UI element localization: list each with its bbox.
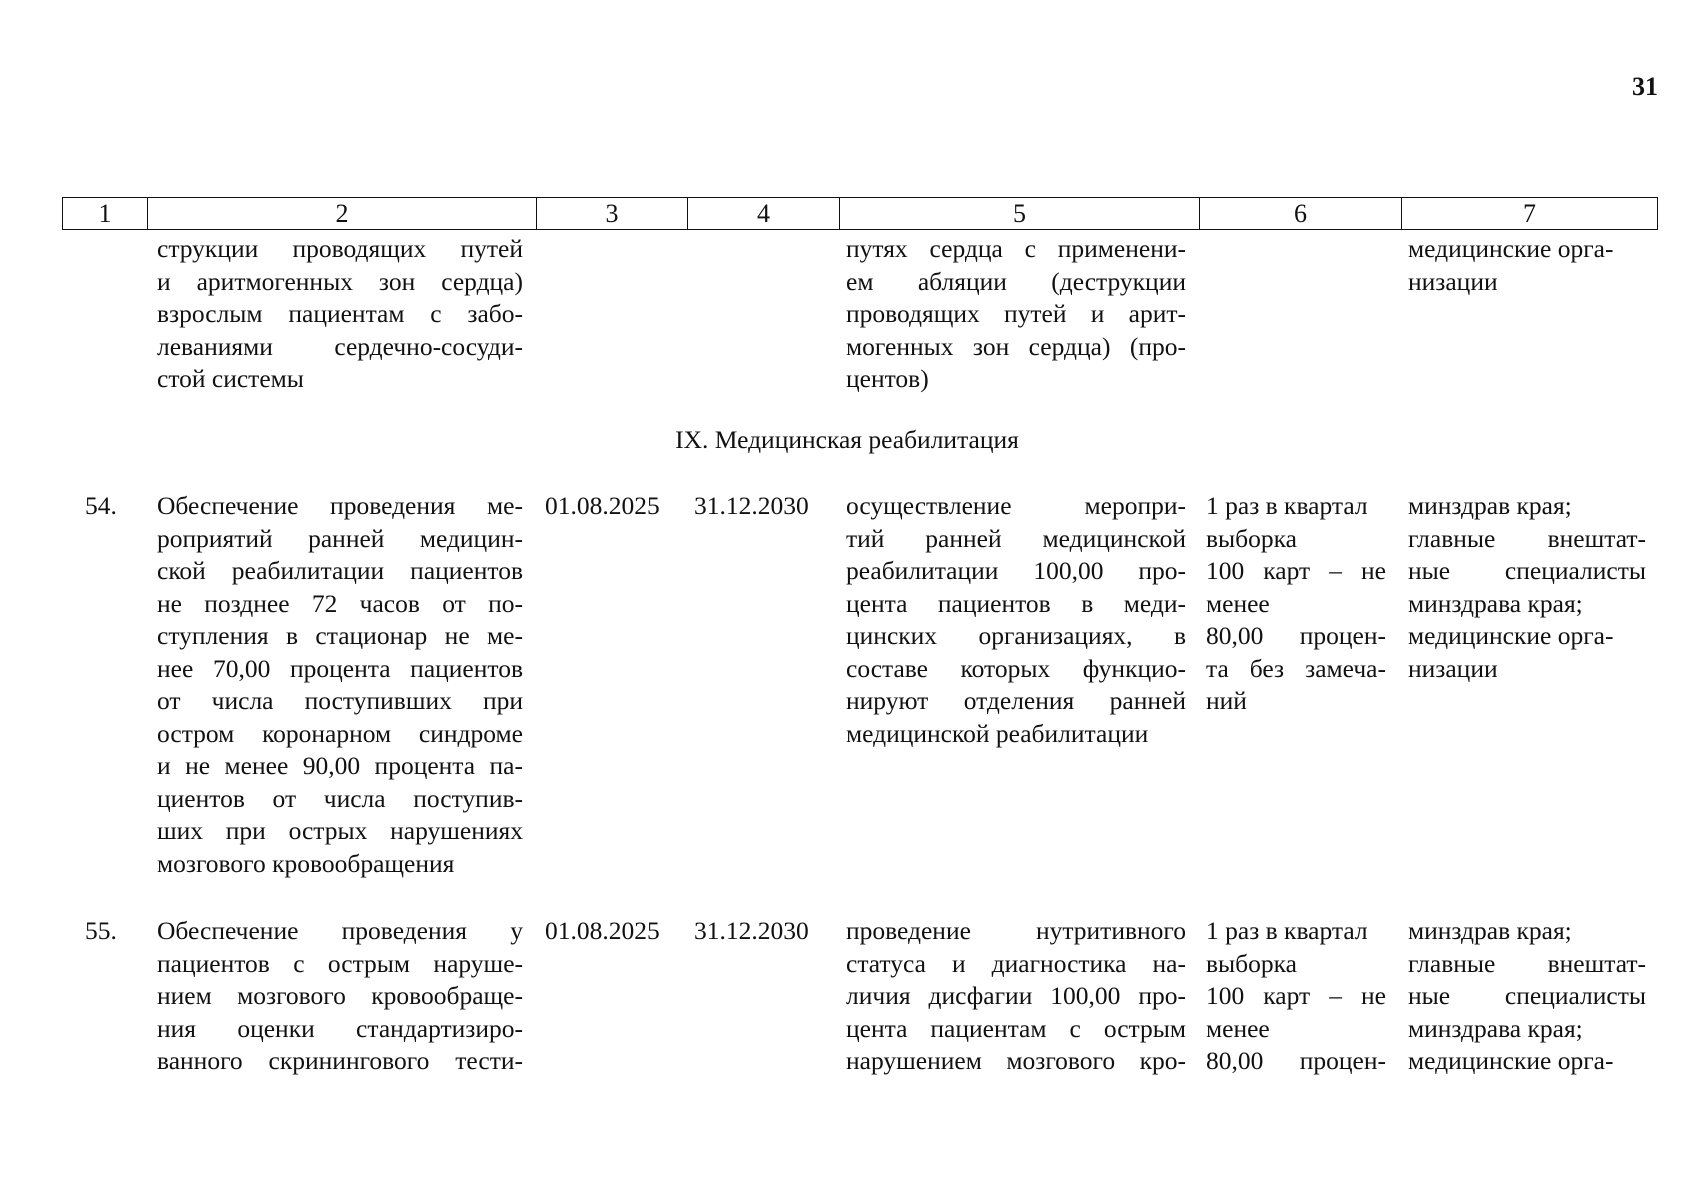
text-line: низации xyxy=(1408,653,1498,683)
row-55-frequency xyxy=(1206,915,1386,1078)
column-header-2: 2 xyxy=(148,198,537,230)
text-line: минздрава края; xyxy=(1408,588,1583,618)
text-line: центов) xyxy=(846,364,929,393)
text-line: минздрав края; xyxy=(1408,916,1572,945)
continuation-col2 xyxy=(157,233,523,396)
text-line: ших при острых нарушениях xyxy=(157,816,523,845)
text-line: 1 раз в квартал xyxy=(1206,916,1368,945)
text-line: низации xyxy=(1408,266,1498,296)
row-55-number: 55. xyxy=(85,916,117,945)
text-line: проводящих путей и арит- xyxy=(846,299,1186,328)
row-55-start-date: 01.08.2025 xyxy=(545,916,660,945)
section-title: IX. Медицинская реабилитация xyxy=(675,425,1019,454)
text-line: ные специалисты xyxy=(1408,981,1646,1010)
row-54-description xyxy=(157,490,523,880)
text-line: и не менее 90,00 процента па- xyxy=(157,751,523,780)
text-line: нируют отделения ранней xyxy=(846,686,1186,715)
text-line: взрослым пациентам с забо- xyxy=(157,299,523,328)
text-line: личия дисфагии 100,00 про- xyxy=(846,981,1186,1010)
text-line: ния оценки стандартизиро- xyxy=(157,1013,523,1043)
column-header-5: 5 xyxy=(840,198,1200,230)
column-header-row xyxy=(63,198,1658,230)
row-54-number: 54. xyxy=(85,491,117,520)
continuation-col7 xyxy=(1408,233,1646,298)
row-54-end-date: 31.12.2030 xyxy=(694,491,809,520)
text-line: составе которых функцио- xyxy=(846,653,1186,683)
text-line: нее 70,00 процента пациентов xyxy=(157,653,523,683)
text-line: цинских организациях, в xyxy=(846,621,1186,650)
text-line: тий ранней медицинской xyxy=(846,523,1186,553)
text-line: цента пациентам с острым xyxy=(846,1013,1186,1043)
row-54-frequency xyxy=(1206,490,1386,718)
text-line: главные внештат- xyxy=(1408,948,1646,978)
column-header-6: 6 xyxy=(1200,198,1402,230)
text-line: главные внештат- xyxy=(1408,523,1646,553)
text-line: Обеспечение проведения ме- xyxy=(157,491,523,520)
row-55-end-date: 31.12.2030 xyxy=(694,916,809,945)
text-line: 100 карт – не xyxy=(1206,556,1386,585)
text-line: медицинской реабилитации xyxy=(846,718,1149,748)
text-line: ской реабилитации пациентов xyxy=(157,556,523,585)
text-line: роприятий ранней медицин- xyxy=(157,523,523,553)
text-line: медицинские орга- xyxy=(1408,621,1614,650)
text-line: медицинские орга- xyxy=(1408,1046,1614,1075)
text-line: остром коронарном синдроме xyxy=(157,718,523,748)
text-line: пациентов с острым наруше- xyxy=(157,948,523,978)
text-line: могенных зон сердца) (про- xyxy=(846,331,1186,361)
text-line: 80,00 процен- xyxy=(1206,621,1386,650)
text-line: нарушением мозгового кро- xyxy=(846,1046,1186,1075)
row-54-indicator xyxy=(846,490,1186,750)
text-line: выборка xyxy=(1206,948,1297,978)
text-line: та без замеча- xyxy=(1206,653,1386,683)
row-55-description xyxy=(157,915,523,1078)
column-header-4: 4 xyxy=(688,198,840,230)
column-header-7: 7 xyxy=(1402,198,1658,230)
text-line: реабилитации 100,00 про- xyxy=(846,556,1186,585)
text-line: выборка xyxy=(1206,523,1297,553)
page-number: 31 xyxy=(1632,72,1658,101)
text-line: менее xyxy=(1206,588,1270,618)
text-line: путях сердца с применени- xyxy=(846,234,1186,263)
row-54-responsible xyxy=(1408,490,1646,685)
text-line: медицинские орга- xyxy=(1408,234,1614,263)
text-line: циентов от числа поступив- xyxy=(157,783,523,813)
column-header-table xyxy=(62,197,1658,230)
text-line: не позднее 72 часов от по- xyxy=(157,588,523,618)
text-line: минздрава края; xyxy=(1408,1013,1583,1043)
text-line: ные специалисты xyxy=(1408,556,1646,585)
text-line: цента пациентов в меди- xyxy=(846,588,1186,618)
row-55-indicator xyxy=(846,915,1186,1078)
text-line: и аритмогенных зон сердца) xyxy=(157,266,523,296)
text-line: ем абляции (деструкции xyxy=(846,266,1186,296)
continuation-col5 xyxy=(846,233,1186,396)
text-line: ний xyxy=(1206,686,1247,715)
text-line: минздрав края; xyxy=(1408,491,1572,520)
text-line: 80,00 процен- xyxy=(1206,1046,1386,1075)
text-line: струкции проводящих путей xyxy=(157,234,523,263)
column-header-3: 3 xyxy=(537,198,688,230)
text-line: 100 карт – не xyxy=(1206,981,1386,1010)
row-54-start-date: 01.08.2025 xyxy=(545,491,660,520)
text-line: проведение нутритивного xyxy=(846,916,1186,945)
text-line: Обеспечение проведения у xyxy=(157,916,523,945)
text-line: леваниями сердечно-сосуди- xyxy=(157,331,523,361)
text-line: ступления в стационар не ме- xyxy=(157,621,523,650)
row-55-responsible xyxy=(1408,915,1646,1078)
text-line: мозгового кровообращения xyxy=(157,848,455,878)
text-line: стой системы xyxy=(157,364,304,393)
text-line: осуществление меропри- xyxy=(846,491,1186,520)
text-line: 1 раз в квартал xyxy=(1206,491,1368,520)
text-line: нием мозгового кровообраще- xyxy=(157,981,523,1010)
text-line: ванного скринингового тести- xyxy=(157,1046,523,1075)
text-line: от числа поступивших при xyxy=(157,686,523,715)
column-header-1: 1 xyxy=(63,198,148,230)
text-line: менее xyxy=(1206,1013,1270,1043)
text-line: статуса и диагностика на- xyxy=(846,948,1186,978)
